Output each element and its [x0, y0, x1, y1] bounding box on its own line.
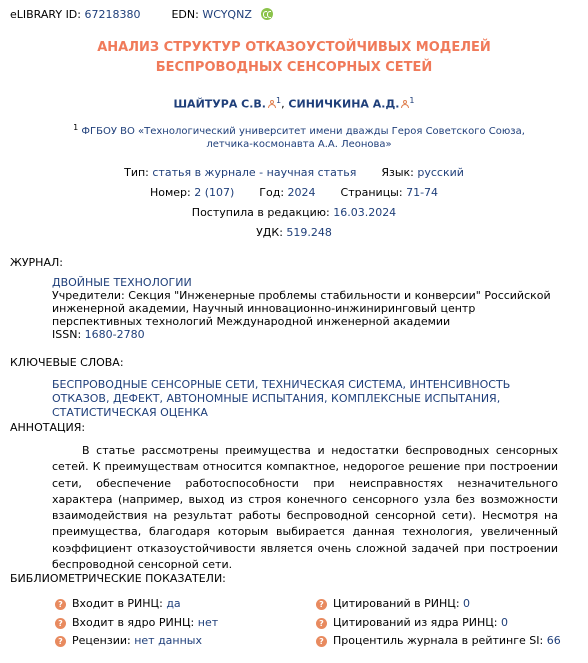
metric-value: нет данных: [134, 634, 202, 647]
keyword-link[interactable]: ТЕХНИЧЕСКАЯ СИСТЕМА: [261, 378, 403, 391]
metric-value: 0: [463, 597, 471, 610]
udk-value: 519.248: [286, 226, 332, 239]
language-label: Язык:: [381, 166, 414, 179]
author-affiliation-number: 1: [275, 96, 282, 105]
metric-label: Рецензии:: [72, 634, 131, 647]
elibrary-id-label: eLIBRARY ID:: [10, 8, 81, 21]
metric-value: 0: [500, 616, 508, 629]
type-value: статья в журнале - научная статья: [152, 166, 357, 179]
metric-label: Цитирований в РИНЦ:: [333, 597, 460, 610]
journal-founders: Учредители: Секция "Инженерные проблемы стабильности и конверсии" Российской инженерной академии, Научный инновационно-инжиниринговый центр перспективных технологий Международной инженерной академии: [52, 289, 551, 328]
pages-value: 71-74: [406, 186, 439, 199]
keyword-link[interactable]: БЕСПРОВОДНЫЕ СЕНСОРНЫЕ СЕТИ: [52, 378, 255, 391]
affiliation: [60, 121, 538, 151]
bibliometric-item-rinc-core: [55, 616, 218, 629]
issn-value: 1680-2780: [84, 328, 145, 341]
keywords-heading: КЛЮЧЕВЫЕ СЛОВА:: [10, 356, 124, 369]
bibliometric-item-percentile: [316, 634, 561, 647]
received-value: 16.03.2024: [333, 206, 397, 219]
journal-name-link[interactable]: ДВОЙНЫЕ ТЕХНОЛОГИИ: [52, 276, 192, 289]
pages-label: Страницы:: [340, 186, 403, 199]
metric-label: Входит в РИНЦ:: [72, 597, 163, 610]
year-label: Год:: [259, 186, 285, 199]
language-value: русский: [417, 166, 464, 179]
help-question-icon[interactable]: ?: [55, 636, 66, 647]
bibliometrics-heading: БИБЛИОМЕТРИЧЕСКИЕ ПОКАЗАТЕЛИ:: [10, 572, 226, 585]
metric-label: Процентиль журнала в рейтинге SI:: [333, 634, 544, 647]
year-value: 2024: [287, 186, 316, 199]
issue-row: [0, 186, 588, 199]
keyword-link[interactable]: ДЕФЕКТ: [112, 392, 160, 405]
metric-label: Входит в ядро РИНЦ:: [72, 616, 195, 629]
journal-block: [52, 276, 558, 341]
bibliometric-item-rinc: [55, 597, 181, 610]
help-question-icon[interactable]: ?: [316, 618, 327, 629]
keyword-link[interactable]: СТАТИСТИЧЕСКАЯ ОЦЕНКА: [52, 406, 208, 419]
bibliometric-item-core-citations: [316, 616, 508, 629]
metric-value: нет: [197, 616, 219, 629]
journal-issn: [52, 328, 558, 341]
author-link[interactable]: СИНИЧКИНА А.Д.: [288, 97, 400, 111]
authors-line: [0, 96, 588, 111]
number-label: Номер:: [149, 186, 191, 199]
article-type-row: [0, 166, 588, 179]
edn-link[interactable]: WCYQNZ: [202, 8, 252, 21]
abstract-heading: АННОТАЦИЯ:: [10, 421, 86, 434]
person-icon[interactable]: [268, 100, 276, 108]
affiliation-number: 1: [73, 123, 79, 132]
metric-value: да: [166, 597, 181, 610]
udk-label: УДК:: [256, 226, 283, 239]
keyword-link[interactable]: АВТОНОМНЫЕ ИСПЫТАНИЯ: [166, 392, 325, 405]
issn-label: ISSN:: [52, 328, 82, 341]
received-label: Поступила в редакцию:: [191, 206, 330, 219]
bibliometric-item-citations: [316, 597, 470, 610]
creative-commons-icon[interactable]: [261, 8, 273, 20]
type-label: Тип:: [124, 166, 149, 179]
person-icon[interactable]: [401, 100, 409, 108]
journal-heading: ЖУРНАЛ:: [10, 256, 63, 269]
number-link[interactable]: 2 (107): [194, 186, 235, 199]
help-question-icon[interactable]: ?: [55, 618, 66, 629]
udk-row: [0, 226, 588, 239]
help-question-icon[interactable]: ?: [55, 599, 66, 610]
abstract-text: В статье рассмотрены преимущества и недостатки беспроводных сенсорных сетей. К преимуществам относится компактное, недорогое решение при построении сети, обеспечение работоспособности при неисправностях незначительного характера (например, выход из строя конечного сенсорного узла без возможности взаимодействия на результат работы беспроводной сенсорной сети). Несмотря на преимущества, благодаря которым выбирается данная технология, увеличенный коэффициент отказоустойчивости является очень сложной задачей при построении беспроводной сенсорной сети.: [52, 444, 558, 572]
identifiers-bar: [10, 8, 273, 21]
author-link[interactable]: ШАЙТУРА С.В.: [173, 97, 266, 111]
bibliometric-item-reviews: [55, 634, 202, 647]
keywords-list: БЕСПРОВОДНЫЕ СЕНСОРНЫЕ СЕТИ, ТЕХНИЧЕСКАЯ СИСТЕМА, ИНТЕНСИВНОСТЬ ОТКАЗОВ, ДЕФЕКТ, АВТОНОМНЫЕ ИСПЫТАНИЯ, КОМПЛЕКСНЫЕ ИСПЫТАНИЯ, СТАТИСТИЧЕСКАЯ ОЦЕНКА: [52, 378, 511, 419]
keyword-link[interactable]: ИНТЕНСИВНОСТЬ ОТКАЗОВ: [52, 378, 511, 405]
metric-label: Цитирований из ядра РИНЦ:: [333, 616, 498, 629]
author-affiliation-number: 1: [409, 96, 415, 105]
received-row: [0, 206, 588, 219]
article-title: АНАЛИЗ СТРУКТУР ОТКАЗОУСТОЙЧИВЫХ МОДЕЛЕЙ БЕСПРОВОДНЫХ СЕНСОРНЫХ СЕТЕЙ: [97, 40, 491, 75]
metric-value: 66: [546, 634, 561, 647]
edn-label: EDN:: [171, 8, 199, 21]
help-question-icon[interactable]: ?: [316, 636, 327, 647]
author-separator: ,: [281, 97, 285, 111]
keyword-link[interactable]: КОМПЛЕКСНЫЕ ИСПЫТАНИЯ: [331, 392, 497, 405]
affiliation-link[interactable]: ФГБОУ ВО «Технологический университет имени дважды Героя Советского Союза, летчика-космонавта А.А. Леонова»: [81, 126, 525, 150]
elibrary-id-value: 67218380: [84, 8, 141, 21]
help-question-icon[interactable]: ?: [316, 599, 327, 610]
